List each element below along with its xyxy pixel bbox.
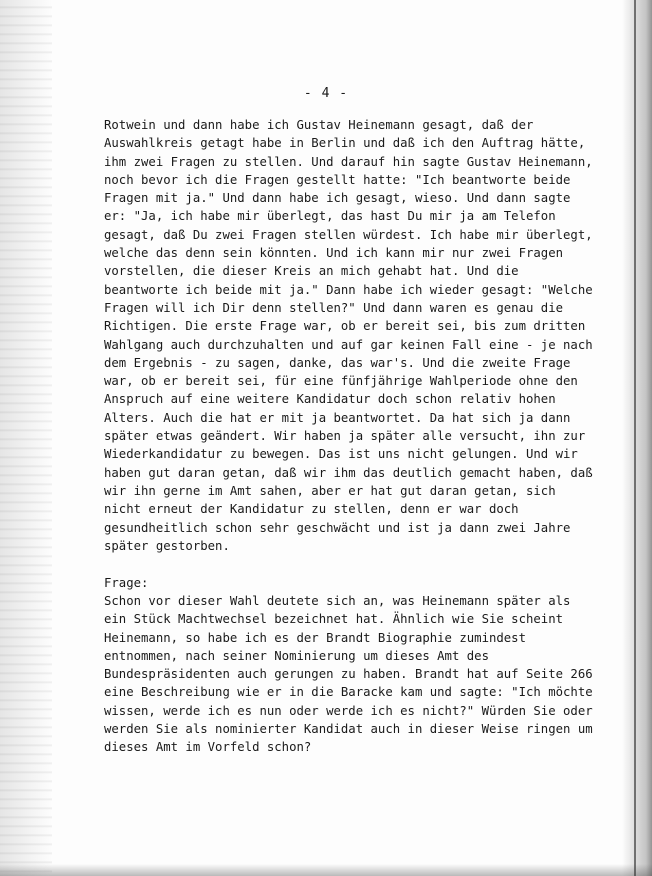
text-line: nicht erneut der Kandidatur zu stellen, denn er war doch xyxy=(104,502,519,517)
scan-edge-bottom xyxy=(0,864,652,876)
text-line: ein Stück Machtwechsel bezeichnet hat. Ähnlich wie Sie scheint xyxy=(104,612,564,627)
text-line: Rotwein und dann habe ich Gustav Heinemann gesagt, daß der xyxy=(104,118,534,132)
text-line: wissen, werde ich es nun oder werde ich es nicht?" Würden Sie oder xyxy=(104,703,593,718)
text-line: dem Ergebnis - zu sagen, danke, das war's. Und die zweite Frage xyxy=(104,355,571,370)
text-line: vorstellen, die dieser Kreis an mich gehabt hat. Und die xyxy=(104,264,519,279)
text-line: Schon vor dieser Wahl deutete sich an, was Heinemann später als xyxy=(104,594,571,608)
text-line: Heinemann, so habe ich es der Brandt Biographie zumindest xyxy=(104,630,526,645)
text-line: Wiederkandidatur zu bewegen. Das ist uns nicht gelungen. Und wir xyxy=(104,447,578,462)
text-line: Wahlgang auch durchzuhalten und auf gar keinen Fall eine - je nach xyxy=(104,337,593,352)
text-line: ihm zwei Fragen zu stellen. Und darauf hin sagte Gustav Heinemann, xyxy=(104,154,593,169)
question-paragraph xyxy=(104,592,594,757)
text-line: gesundheitlich schon sehr geschwächt und ist ja dann zwei Jahre xyxy=(104,520,571,535)
scan-edge-right xyxy=(622,0,652,876)
text-line: wir ihn gerne im Amt sahen, aber er hat gut daran getan, sich xyxy=(104,483,556,498)
text-line: Fragen mit ja." Und dann habe ich gesagt, wieso. Und dann sagte xyxy=(104,191,571,206)
text-line: später etwas geändert. Wir haben ja später alle versucht, ihn zur xyxy=(104,429,586,444)
text-line: gesagt, daß Du zwei Fragen stellen würdest. Ich habe mir überlegt, xyxy=(104,227,593,242)
text-line: Fragen will ich Dir denn stellen?" Und dann waren es genau die xyxy=(104,300,564,315)
scan-edge-left xyxy=(0,0,52,876)
text-line: er: "Ja, ich habe mir überlegt, das hast Du mir ja am Telefon xyxy=(104,209,556,224)
text-line: noch bevor ich die Fragen gestellt hatte: "Ich beantworte beide xyxy=(104,172,571,187)
text-line: eine Beschreibung wie er in die Baracke kam und sagte: "Ich möchte xyxy=(104,685,593,700)
text-line: welche das denn sein könnten. Und ich kann mir nur zwei Fragen xyxy=(104,246,564,261)
page-number: - 4 - xyxy=(303,86,349,101)
text-line: beantworte ich beide mit ja." Dann habe ich wieder gesagt: "Welche xyxy=(104,282,593,297)
answer-paragraph xyxy=(104,116,594,555)
text-line: war, ob er bereit sei, für eine fünfjährige Wahlperiode ohne den xyxy=(104,374,578,389)
text-line: Auswahlkreis getagt habe in Berlin und daß ich den Auftrag hätte, xyxy=(104,136,586,151)
text-line: dieses Amt im Vorfeld schon? xyxy=(104,740,312,755)
question-label: Frage: xyxy=(104,576,149,590)
text-line: Bundespräsidenten auch gerungen zu haben. Brandt hat auf Seite 266 xyxy=(104,667,593,682)
text-line: entnommen, nach seiner Nominierung um dieses Amt des xyxy=(104,648,489,663)
text-line: Anspruch auf eine weitere Kandidatur doch schon relativ hohen xyxy=(104,392,556,407)
text-line: Richtigen. Die erste Frage war, ob er bereit sei, bis zum dritten xyxy=(104,319,586,334)
text-line: später gestorben. xyxy=(104,538,230,553)
scan-edge-right-line xyxy=(634,0,636,876)
text-line: Alters. Auch die hat er mit ja beantwortet. Da hat sich ja dann xyxy=(104,410,571,425)
text-line: haben gut daran getan, daß wir ihm das deutlich gemacht haben, daß xyxy=(104,465,593,480)
text-line: werden Sie als nominierter Kandidat auch in dieser Weise ringen um xyxy=(104,722,593,737)
